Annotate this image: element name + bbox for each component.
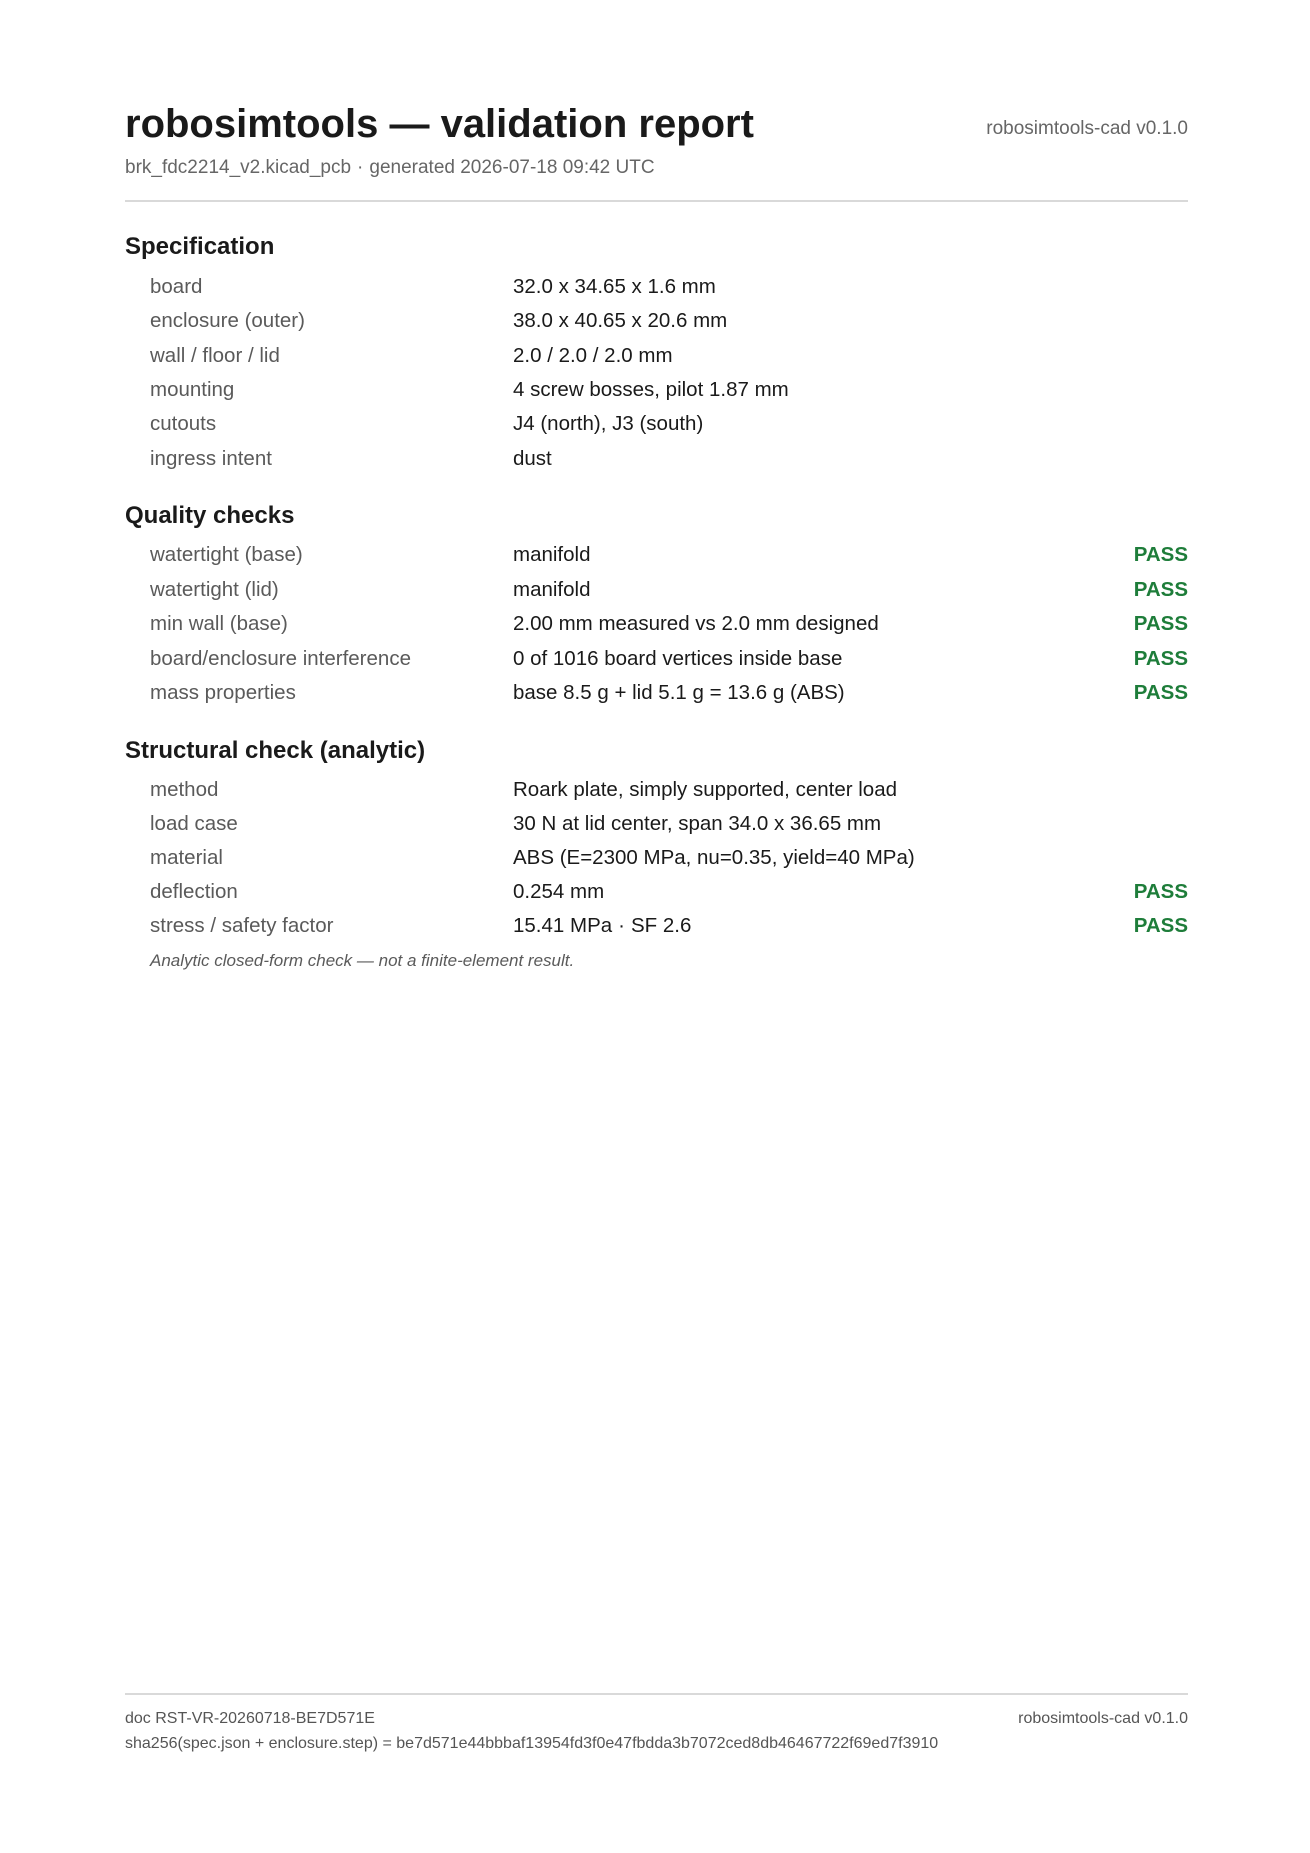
status-badge: PASS (1133, 612, 1188, 635)
section-title-structural-check: Structural check (analytic) (125, 737, 426, 764)
report-page (125, 0, 1188, 1853)
analytic-note: Analytic closed-form check — not a finite-element result. (150, 951, 575, 970)
row-value: ABS (E=2300 MPa, nu=0.35, yield=40 MPa) (513, 846, 915, 869)
row-label: cutouts (150, 412, 217, 435)
report-header (125, 100, 1188, 202)
quality-row-watertight-base (125, 538, 1188, 572)
structural-row-load-case (125, 807, 1188, 841)
row-label: board/enclosure interference (150, 647, 411, 670)
quality-row-interference (125, 642, 1188, 676)
row-label: deflection (150, 880, 238, 903)
safety-factor-value: SF 2.6 (630, 914, 692, 937)
sha256-hash: sha256(spec.json + enclosure.step) = be7d571e44bbbaf13954fd3f0e47fbdda3b7072ced8db46467722f69ed7f3910 (125, 1735, 939, 1752)
spec-row-mounting (125, 373, 1188, 407)
spec-row-cutouts (125, 407, 1188, 441)
row-label: stress / safety factor (150, 914, 334, 937)
stress-value: 15.41 MPa (513, 914, 613, 937)
status-badge: PASS (1133, 880, 1188, 903)
structural-row-method (125, 773, 1188, 807)
quality-row-min-wall (125, 607, 1188, 641)
row-value: 30 N at lid center, span 34.0 x 36.65 mm (513, 812, 882, 835)
status-badge: PASS (1133, 647, 1188, 670)
footer-version: robosimtools-cad v0.1.0 (1018, 1710, 1188, 1727)
row-label: board (150, 275, 203, 298)
row-label: ingress intent (150, 447, 272, 470)
doc-id: doc RST-VR-20260718-BE7D571E (125, 1710, 375, 1727)
status-badge: PASS (1133, 543, 1188, 566)
page-title: robosimtools — validation report (125, 102, 754, 146)
row-label: watertight (lid) (150, 578, 279, 601)
separator: · (357, 157, 364, 178)
spec-row-enclosure (125, 304, 1188, 338)
status-badge: PASS (1133, 578, 1188, 601)
row-value: 38.0 x 40.65 x 20.6 mm (513, 309, 728, 332)
row-value: 0.254 mm (513, 880, 605, 903)
row-value (513, 909, 691, 943)
row-label: mounting (150, 378, 235, 401)
section-title-specification: Specification (125, 233, 275, 260)
row-value: 2.0 / 2.0 / 2.0 mm (513, 344, 673, 367)
structural-row-stress (125, 909, 1188, 943)
row-label: watertight (base) (150, 543, 303, 566)
row-value: 32.0 x 34.65 x 1.6 mm (513, 275, 716, 298)
spec-row-board (125, 270, 1188, 304)
row-label: material (150, 846, 223, 869)
separator: · (618, 914, 625, 937)
row-value: 4 screw bosses, pilot 1.87 mm (513, 378, 789, 401)
row-label: load case (150, 812, 238, 835)
header-subline (125, 157, 655, 179)
source-file: brk_fdc2214_v2.kicad_pcb (125, 157, 352, 178)
structural-row-deflection (125, 875, 1188, 909)
section-title-quality-checks: Quality checks (125, 502, 295, 529)
row-value: manifold (513, 578, 591, 601)
report-footer (125, 1693, 1188, 1752)
row-value: 2.00 mm measured vs 2.0 mm designed (513, 612, 879, 635)
status-badge: PASS (1133, 914, 1188, 937)
generated-timestamp: generated 2026-07-18 09:42 UTC (369, 157, 655, 178)
row-value: manifold (513, 543, 591, 566)
row-label: method (150, 778, 219, 801)
row-value: J4 (north), J3 (south) (513, 412, 704, 435)
row-value: Roark plate, simply supported, center load (513, 778, 898, 801)
structural-row-material (125, 841, 1188, 875)
spec-row-ingress (125, 442, 1188, 476)
row-label: wall / floor / lid (150, 344, 280, 367)
row-value: 0 of 1016 board vertices inside base (513, 647, 843, 670)
spec-row-wall-floor-lid (125, 339, 1188, 373)
quality-row-mass (125, 676, 1188, 710)
header-version: robosimtools-cad v0.1.0 (986, 118, 1188, 139)
row-label: enclosure (outer) (150, 309, 305, 332)
row-value: dust (513, 447, 552, 470)
row-label: mass properties (150, 681, 296, 704)
row-value: base 8.5 g + lid 5.1 g = 13.6 g (ABS) (513, 681, 845, 704)
row-label: min wall (base) (150, 612, 288, 635)
quality-row-watertight-lid (125, 573, 1188, 607)
status-badge: PASS (1133, 681, 1188, 704)
